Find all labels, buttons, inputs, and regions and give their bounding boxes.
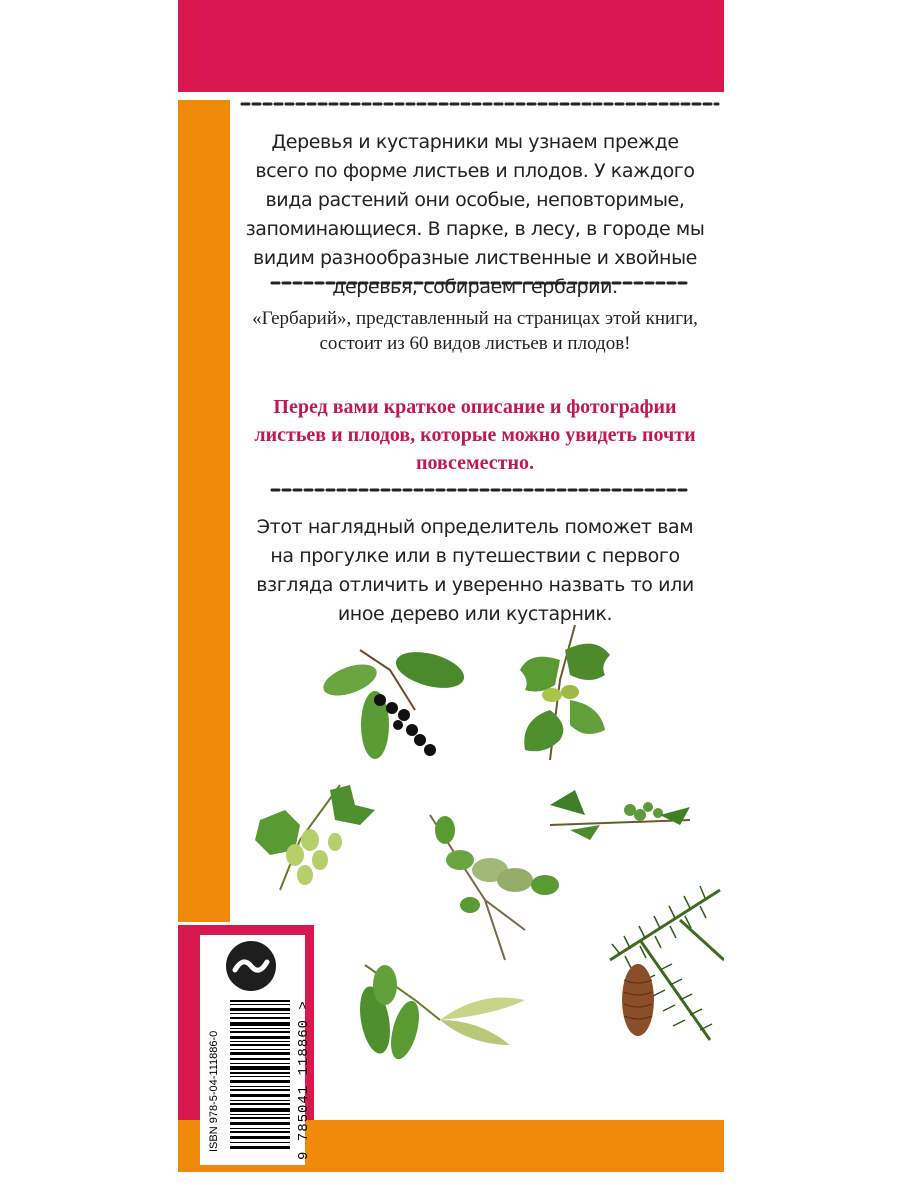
stitch-divider-top [240,100,720,108]
hop-illustration [240,780,380,900]
top-color-band [178,0,724,92]
barcode-digits: 9 785041 118860 > [296,1000,312,1160]
hornbeam-illustration [415,810,575,970]
side-color-strip [178,100,230,922]
highlight-paragraph: Перед вами краткое описание и фотографии листьев и плодов, которые можно увидеть почти повсеместно. [254,396,696,474]
intro-paragraph: Деревья и кустарники мы узнаем прежде всего по форме листьев и плодов. У каждого вида растений они особые, неповторимые, запоминающиеся. В парке, в лесу, в городе мы видим разнообразные лиственные и хвойные деревья, собираем гербарии. [245,131,705,298]
stitch-divider-2 [270,486,690,494]
barcode-icon [230,1000,290,1150]
spruce-illustration [600,880,724,1070]
bird-cherry-illustration [320,640,470,770]
maple-illustration [345,960,535,1070]
publisher-logo-icon [225,940,277,992]
oak-illustration [490,620,630,770]
guide-paragraph: Этот наглядный определитель поможет вам на прогулке или в путешествии с первого взгляда отличить и уверенно назвать то или иное дерево или кустарник. [256,516,694,625]
herbarium-paragraph: «Гербарий», представленный на страницах этой книги, состоит из 60 видов листьев и плодов! [252,308,698,354]
isbn-number: ISBN 978-5-04-111886-0 [208,1030,220,1152]
